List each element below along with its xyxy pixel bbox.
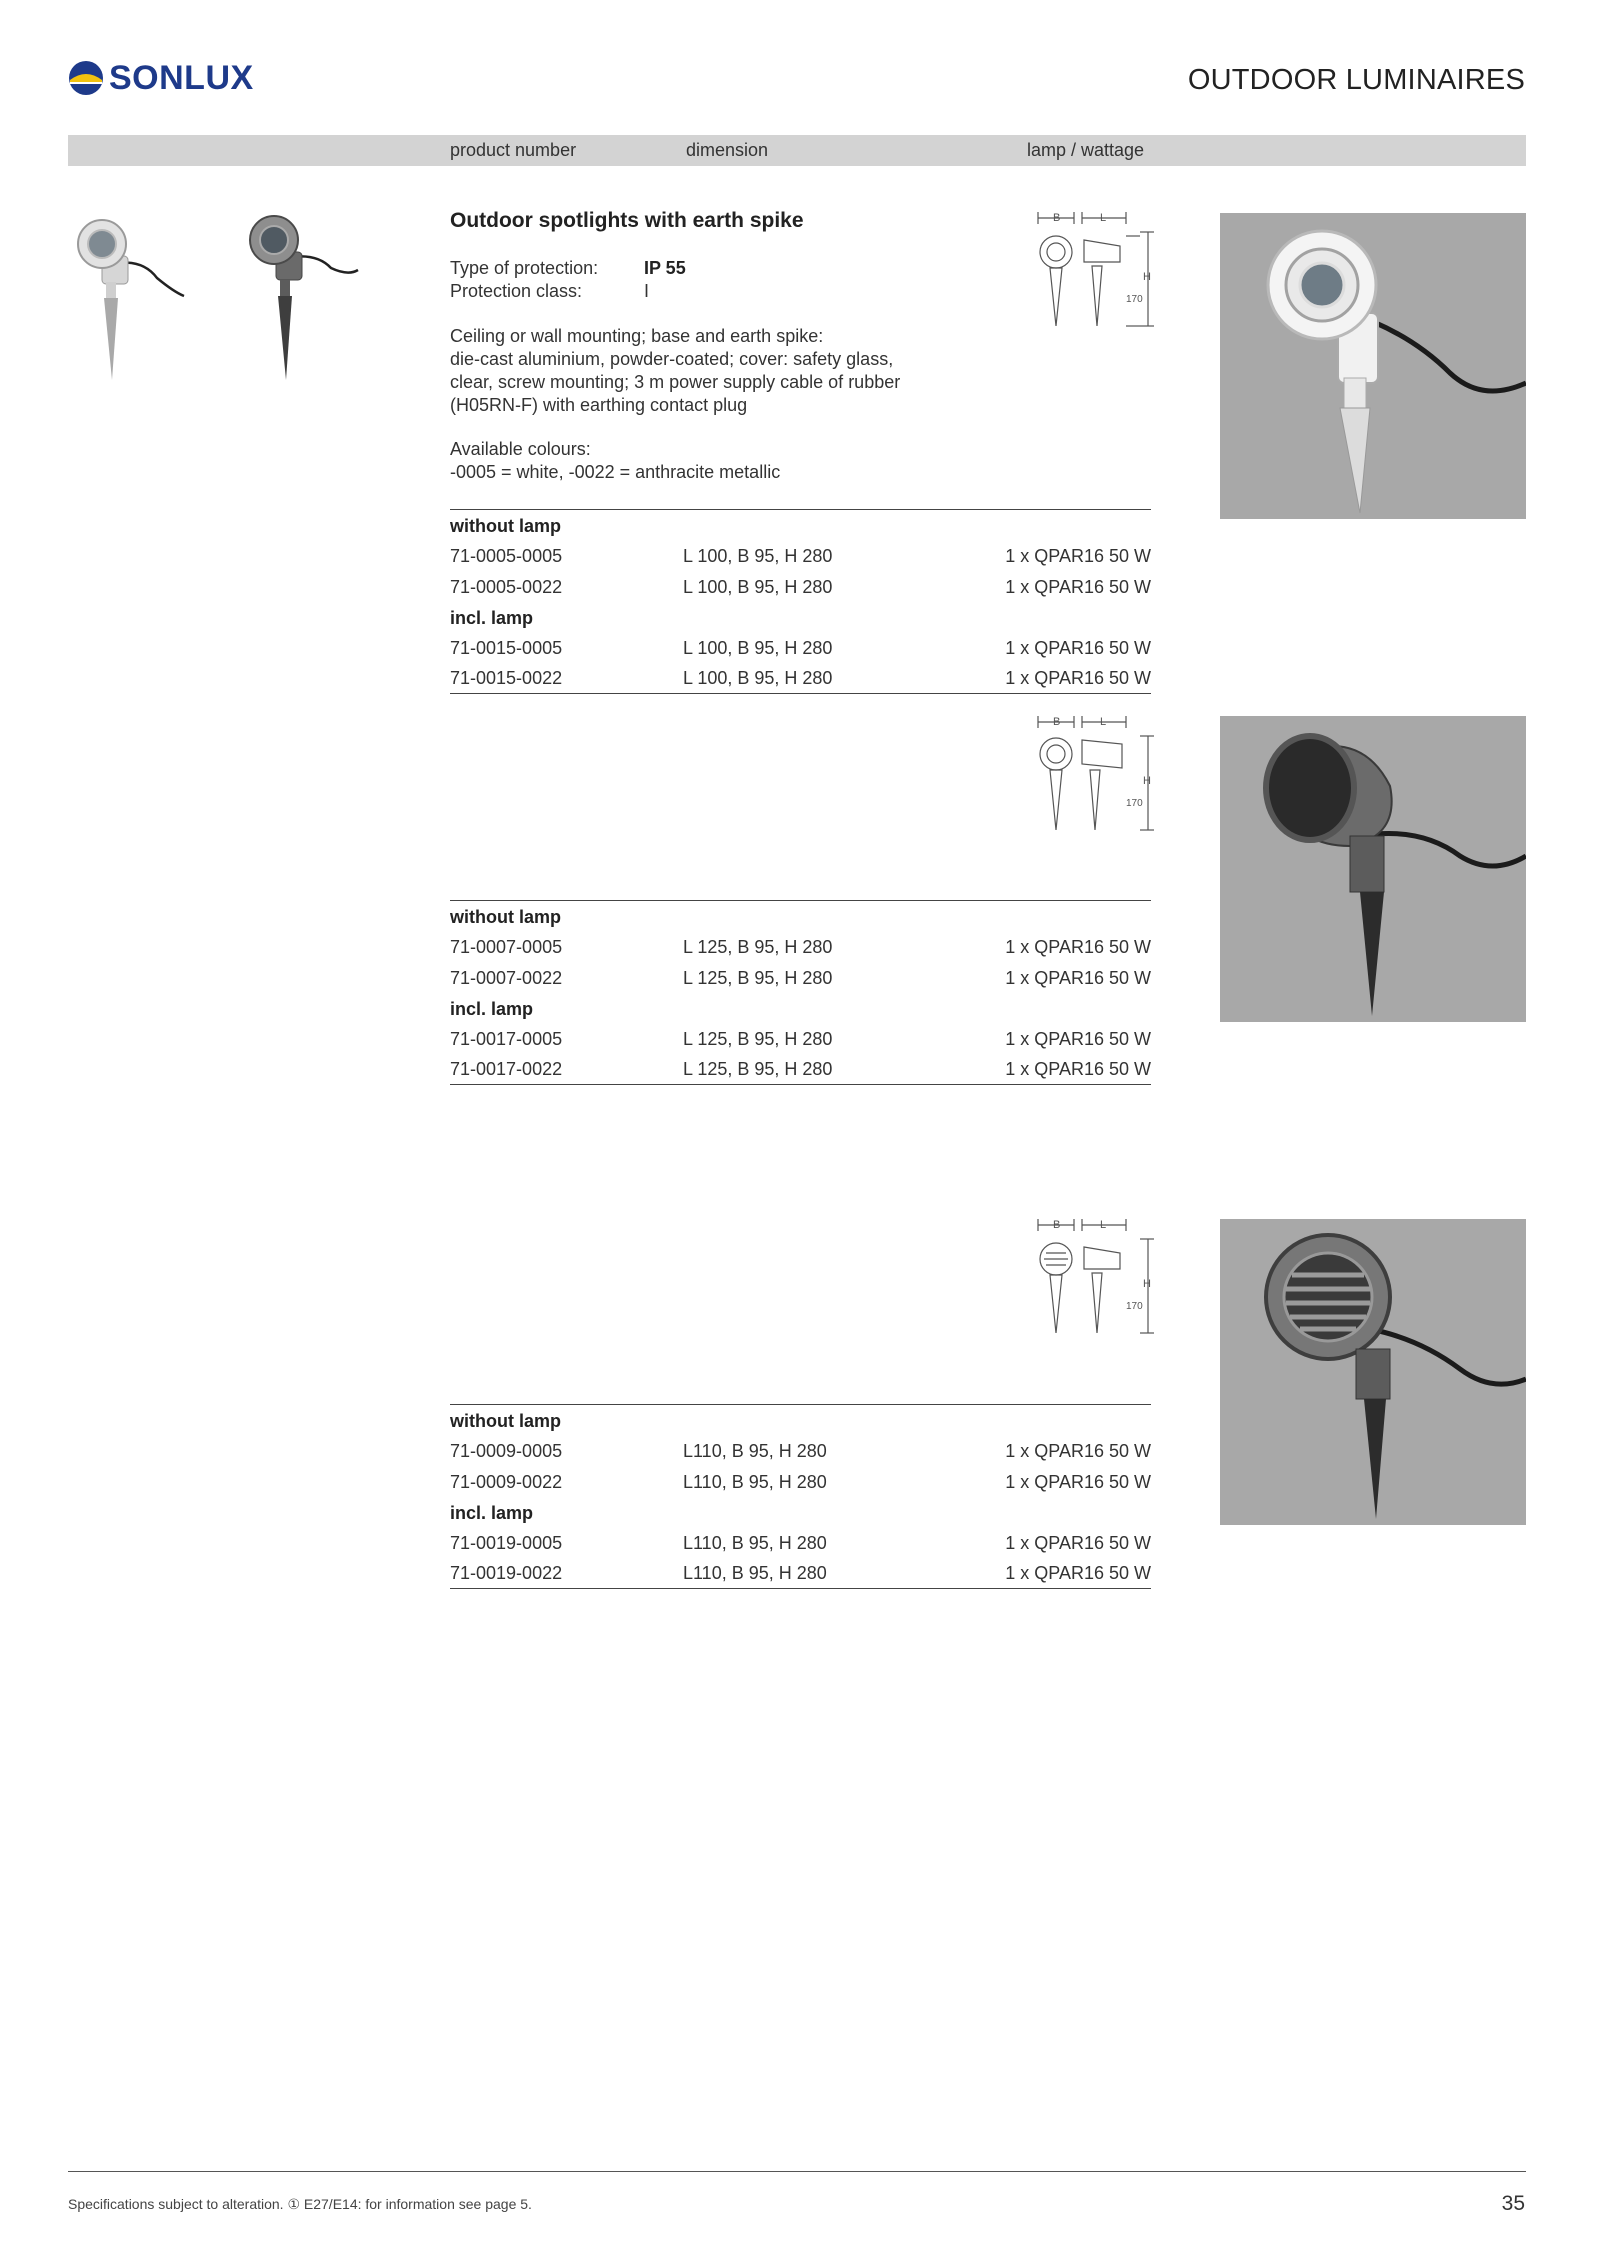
dimension-value: L110, B 95, H 280 xyxy=(683,1472,827,1492)
protection-class-value: I xyxy=(644,281,650,301)
group-label-without-lamp: without lamp xyxy=(450,1411,561,1431)
product-description xyxy=(450,325,900,417)
description-line: clear, screw mounting; 3 m power supply cable of rubber xyxy=(450,372,901,392)
product-number: 71-0009-0005 xyxy=(450,1441,563,1461)
dimension-value: L 100, B 95, H 280 xyxy=(683,546,833,566)
lamp-wattage: 1 x QPAR16 50 W xyxy=(1005,1029,1151,1049)
table-bottom-rule xyxy=(450,1588,1151,1589)
colours-value: -0005 = white, -0022 = anthracite metallic xyxy=(450,462,781,482)
drawing-label-spike: 170 xyxy=(1126,294,1143,305)
dimension-value: L 125, B 95, H 280 xyxy=(683,937,833,957)
column-header-dimension: dimension xyxy=(686,140,769,160)
dimension-value: L110, B 95, H 280 xyxy=(683,1533,827,1553)
drawing-label-l: L xyxy=(1100,716,1107,728)
lamp-wattage: 1 x QPAR16 50 W xyxy=(1005,546,1151,566)
anthracite-spotlight-thumbnail xyxy=(236,208,376,384)
protection-type-value: IP 55 xyxy=(644,258,686,278)
table-row xyxy=(450,937,1151,965)
drawing-label-h: H xyxy=(1143,1278,1151,1290)
table-row xyxy=(450,1472,1151,1500)
white-spotlight-thumbnail xyxy=(62,208,202,384)
protection-class-label: Protection class: xyxy=(450,281,583,301)
table-bottom-rule xyxy=(450,1084,1151,1085)
group-label-incl-lamp: incl. lamp xyxy=(450,999,534,1019)
drawing-label-spike: 170 xyxy=(1126,1301,1143,1312)
sonlux-logo-icon xyxy=(67,59,105,97)
dimension-value: L 125, B 95, H 280 xyxy=(683,1029,833,1049)
dimension-drawing-2 xyxy=(1030,710,1160,836)
drawing-label-b: B xyxy=(1053,212,1061,224)
footer-rule xyxy=(68,2171,1526,2172)
dimension-value: L110, B 95, H 280 xyxy=(683,1563,827,1583)
table-row xyxy=(450,1533,1151,1561)
sonlux-logo xyxy=(67,58,254,98)
lamp-wattage: 1 x QPAR16 50 W xyxy=(1005,1441,1151,1461)
lamp-wattage: 1 x QPAR16 50 W xyxy=(1005,1059,1151,1079)
column-header-product-number: product number xyxy=(450,140,577,160)
product-number: 71-0007-0005 xyxy=(450,937,563,957)
lamp-wattage: 1 x QPAR16 50 W xyxy=(1005,937,1151,957)
product-number: 71-0019-0022 xyxy=(450,1563,563,1583)
lamp-wattage: 1 x QPAR16 50 W xyxy=(1005,577,1151,597)
colours-label: Available colours: xyxy=(450,439,591,459)
drawing-label-l: L xyxy=(1100,1219,1107,1231)
product-number: 71-0005-0005 xyxy=(450,546,563,566)
dimension-value: L 125, B 95, H 280 xyxy=(683,1059,833,1079)
table-row xyxy=(450,1563,1151,1591)
dimension-value: L 100, B 95, H 280 xyxy=(683,668,833,688)
drawing-label-l: L xyxy=(1100,212,1107,224)
available-colours xyxy=(450,438,780,484)
table-row xyxy=(450,968,1151,996)
group-label-without-lamp: without lamp xyxy=(450,907,561,927)
anthracite-spotlight-image xyxy=(1220,716,1526,1022)
drawing-label-h: H xyxy=(1143,775,1151,787)
group-label-without-lamp: without lamp xyxy=(450,516,561,536)
product-number: 71-0015-0022 xyxy=(450,668,563,688)
section-title: OUTDOOR LUMINAIRES xyxy=(1187,64,1525,96)
dimension-value: L 100, B 95, H 280 xyxy=(683,577,833,597)
table-row xyxy=(450,546,1151,574)
product-photo-anthracite-spotlight xyxy=(1220,716,1526,1022)
dimension-value: L 125, B 95, H 280 xyxy=(683,968,833,988)
grille-spotlight-image xyxy=(1220,1219,1526,1525)
product-number: 71-0005-0022 xyxy=(450,577,563,597)
lamp-wattage: 1 x QPAR16 50 W xyxy=(1005,638,1151,658)
product-photo-grille-spotlight xyxy=(1220,1219,1526,1525)
description-line: (H05RN-F) with earthing contact plug xyxy=(450,395,748,415)
lamp-wattage: 1 x QPAR16 50 W xyxy=(1005,1533,1151,1553)
lamp-wattage: 1 x QPAR16 50 W xyxy=(1005,1563,1151,1583)
protection-type-label: Type of protection: xyxy=(450,258,599,278)
dimension-value: L 100, B 95, H 280 xyxy=(683,638,833,658)
product-number: 71-0017-0005 xyxy=(450,1029,563,1049)
product-number: 71-0009-0022 xyxy=(450,1472,563,1492)
lamp-wattage: 1 x QPAR16 50 W xyxy=(1005,668,1151,688)
product-title: Outdoor spotlights with earth spike xyxy=(450,209,804,232)
table-bottom-rule xyxy=(450,693,1151,694)
dimension-drawing-3 xyxy=(1030,1213,1160,1339)
product-number: 71-0015-0005 xyxy=(450,638,563,658)
table-top-rule xyxy=(450,1404,1151,1405)
column-header-bar xyxy=(68,135,1526,166)
column-header-lamp-wattage: lamp / wattage xyxy=(1027,140,1145,160)
dimension-drawing-1 xyxy=(1030,206,1160,332)
product-number: 71-0007-0022 xyxy=(450,968,563,988)
lamp-wattage: 1 x QPAR16 50 W xyxy=(1005,968,1151,988)
drawing-label-b: B xyxy=(1053,716,1061,728)
drawing-label-b: B xyxy=(1053,1219,1061,1231)
product-number: 71-0017-0022 xyxy=(450,1059,563,1079)
group-label-incl-lamp: incl. lamp xyxy=(450,608,534,628)
group-label-incl-lamp: incl. lamp xyxy=(450,1503,534,1523)
product-number: 71-0019-0005 xyxy=(450,1533,563,1553)
table-top-rule xyxy=(450,509,1151,510)
footer-note: Specifications subject to alteration. ① E27/E14: for information see page 5. xyxy=(68,2196,532,2212)
page-number: 35 xyxy=(1501,2192,1525,2215)
table-row xyxy=(450,668,1151,696)
table-top-rule xyxy=(450,900,1151,901)
table-row xyxy=(450,638,1151,666)
dimension-value: L110, B 95, H 280 xyxy=(683,1441,827,1461)
table-row xyxy=(450,1059,1151,1087)
table-row xyxy=(450,577,1151,605)
drawing-label-h: H xyxy=(1143,271,1151,283)
product-photo-white-spotlight xyxy=(1220,213,1526,519)
description-line: die-cast aluminium, powder-coated; cover: safety glass, xyxy=(450,349,894,369)
table-row xyxy=(450,1029,1151,1057)
table-row xyxy=(450,1441,1151,1469)
brand-name: SONLUX xyxy=(109,58,254,97)
white-spotlight-image xyxy=(1220,213,1526,519)
description-line: Ceiling or wall mounting; base and earth spike: xyxy=(450,326,824,346)
drawing-label-spike: 170 xyxy=(1126,798,1143,809)
lamp-wattage: 1 x QPAR16 50 W xyxy=(1005,1472,1151,1492)
